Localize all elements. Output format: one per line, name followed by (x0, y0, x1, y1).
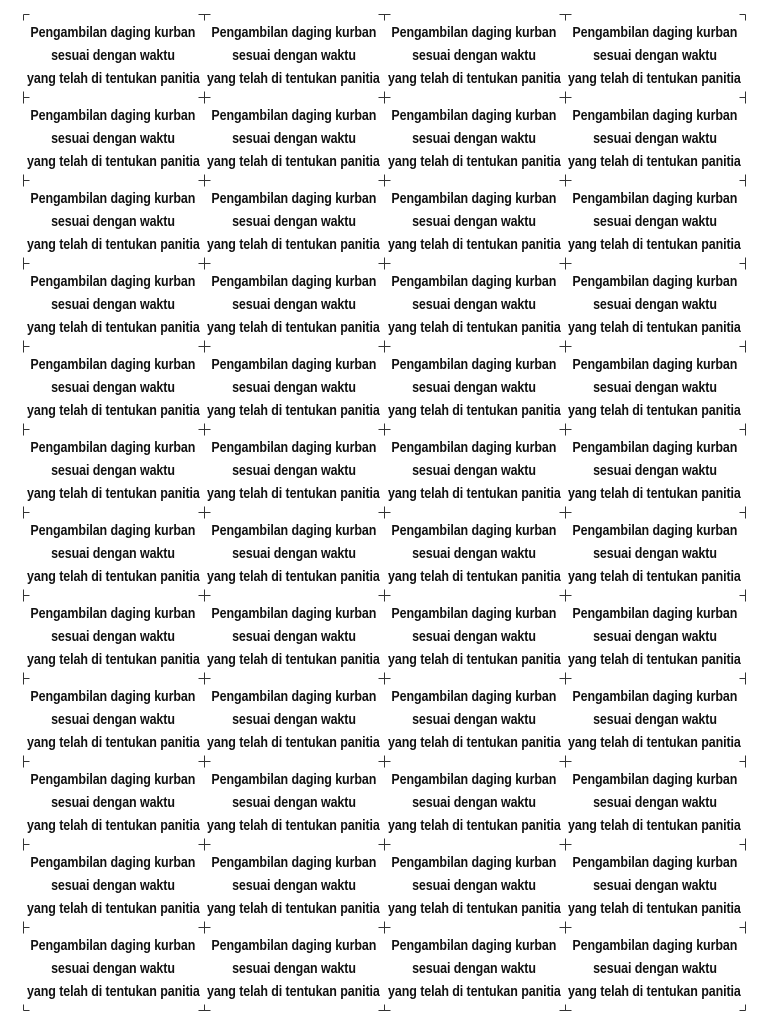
label-line3: yang telah di tentukan panitia (387, 403, 561, 419)
label-line1: Pengambilan daging kurban (572, 938, 738, 954)
label-line3: yang telah di tentukan panitia (26, 71, 200, 87)
sticker-label (384, 678, 565, 761)
label-line2: sesuai dengan waktu (231, 297, 356, 313)
label-line1: Pengambilan daging kurban (211, 191, 377, 207)
sticker-label (384, 927, 565, 1010)
label-line2: sesuai dengan waktu (231, 463, 356, 479)
sticker-label (23, 512, 204, 595)
label-line3: yang telah di tentukan panitia (568, 320, 742, 336)
label-line1: Pengambilan daging kurban (572, 523, 738, 539)
label-line2: sesuai dengan waktu (592, 131, 717, 147)
sticker-label (23, 761, 204, 844)
label-line2: sesuai dengan waktu (51, 463, 176, 479)
label-line3: yang telah di tentukan panitia (387, 735, 561, 751)
sticker-label (384, 429, 565, 512)
sticker-label (204, 595, 385, 678)
label-line2: sesuai dengan waktu (231, 131, 356, 147)
label-line2: sesuai dengan waktu (592, 214, 717, 230)
label-line1: Pengambilan daging kurban (211, 938, 377, 954)
label-line2: sesuai dengan waktu (51, 131, 176, 147)
label-line1: Pengambilan daging kurban (30, 606, 196, 622)
sticker-label (565, 14, 746, 97)
sticker-label (565, 678, 746, 761)
label-line2: sesuai dengan waktu (412, 878, 537, 894)
sticker-label (384, 346, 565, 429)
sticker-label (565, 180, 746, 263)
label-line2: sesuai dengan waktu (51, 297, 176, 313)
label-line1: Pengambilan daging kurban (391, 689, 557, 705)
label-line2: sesuai dengan waktu (592, 380, 717, 396)
label-line2: sesuai dengan waktu (231, 546, 356, 562)
label-line3: yang telah di tentukan panitia (568, 984, 742, 1000)
sticker-label (565, 429, 746, 512)
label-line3: yang telah di tentukan panitia (26, 569, 200, 585)
label-line2: sesuai dengan waktu (592, 546, 717, 562)
sticker-label (204, 263, 385, 346)
label-line2: sesuai dengan waktu (592, 629, 717, 645)
label-line3: yang telah di tentukan panitia (387, 320, 561, 336)
label-line3: yang telah di tentukan panitia (387, 901, 561, 917)
label-line2: sesuai dengan waktu (592, 463, 717, 479)
label-line2: sesuai dengan waktu (231, 712, 356, 728)
label-line3: yang telah di tentukan panitia (207, 984, 381, 1000)
label-line2: sesuai dengan waktu (51, 629, 176, 645)
label-line2: sesuai dengan waktu (231, 380, 356, 396)
label-line1: Pengambilan daging kurban (211, 523, 377, 539)
label-line3: yang telah di tentukan panitia (207, 403, 381, 419)
label-line1: Pengambilan daging kurban (391, 523, 557, 539)
label-line3: yang telah di tentukan panitia (568, 569, 742, 585)
sticker-label (23, 429, 204, 512)
label-line2: sesuai dengan waktu (412, 380, 537, 396)
label-line1: Pengambilan daging kurban (30, 772, 196, 788)
label-line1: Pengambilan daging kurban (391, 440, 557, 456)
sticker-label (565, 761, 746, 844)
sticker-label (565, 346, 746, 429)
label-line2: sesuai dengan waktu (412, 463, 537, 479)
label-line3: yang telah di tentukan panitia (26, 735, 200, 751)
label-line3: yang telah di tentukan panitia (207, 735, 381, 751)
label-line2: sesuai dengan waktu (51, 878, 176, 894)
label-line3: yang telah di tentukan panitia (207, 486, 381, 502)
label-line1: Pengambilan daging kurban (572, 606, 738, 622)
label-line3: yang telah di tentukan panitia (387, 818, 561, 834)
label-line1: Pengambilan daging kurban (391, 938, 557, 954)
label-line2: sesuai dengan waktu (592, 878, 717, 894)
label-line2: sesuai dengan waktu (231, 878, 356, 894)
sticker-label (204, 346, 385, 429)
sticker-label (565, 263, 746, 346)
label-line1: Pengambilan daging kurban (30, 25, 196, 41)
label-line1: Pengambilan daging kurban (211, 855, 377, 871)
sticker-label (204, 761, 385, 844)
sticker-label (204, 180, 385, 263)
sticker-label (565, 97, 746, 180)
sticker-label (204, 97, 385, 180)
label-line2: sesuai dengan waktu (592, 795, 717, 811)
label-line1: Pengambilan daging kurban (211, 689, 377, 705)
label-line2: sesuai dengan waktu (51, 795, 176, 811)
label-line3: yang telah di tentukan panitia (568, 403, 742, 419)
label-line3: yang telah di tentukan panitia (26, 320, 200, 336)
label-line1: Pengambilan daging kurban (391, 855, 557, 871)
label-line3: yang telah di tentukan panitia (568, 154, 742, 170)
sticker-label (384, 97, 565, 180)
label-line3: yang telah di tentukan panitia (26, 403, 200, 419)
label-line1: Pengambilan daging kurban (211, 25, 377, 41)
label-line1: Pengambilan daging kurban (211, 108, 377, 124)
label-line2: sesuai dengan waktu (412, 214, 537, 230)
label-line2: sesuai dengan waktu (51, 48, 176, 64)
label-line2: sesuai dengan waktu (592, 297, 717, 313)
label-line1: Pengambilan daging kurban (572, 689, 738, 705)
label-line3: yang telah di tentukan panitia (568, 735, 742, 751)
label-line1: Pengambilan daging kurban (572, 440, 738, 456)
label-line2: sesuai dengan waktu (592, 712, 717, 728)
label-line3: yang telah di tentukan panitia (568, 71, 742, 87)
label-line2: sesuai dengan waktu (412, 795, 537, 811)
label-line1: Pengambilan daging kurban (30, 440, 196, 456)
label-line3: yang telah di tentukan panitia (568, 818, 742, 834)
label-line3: yang telah di tentukan panitia (387, 237, 561, 253)
label-line3: yang telah di tentukan panitia (568, 237, 742, 253)
label-line2: sesuai dengan waktu (51, 546, 176, 562)
sticker-label (23, 844, 204, 927)
sticker-label (384, 844, 565, 927)
label-line2: sesuai dengan waktu (231, 629, 356, 645)
label-line1: Pengambilan daging kurban (572, 274, 738, 290)
sticker-label (204, 927, 385, 1010)
sticker-label (23, 595, 204, 678)
label-line1: Pengambilan daging kurban (30, 108, 196, 124)
label-line3: yang telah di tentukan panitia (26, 818, 200, 834)
label-line3: yang telah di tentukan panitia (387, 652, 561, 668)
label-line3: yang telah di tentukan panitia (26, 486, 200, 502)
label-line2: sesuai dengan waktu (412, 629, 537, 645)
label-line1: Pengambilan daging kurban (572, 855, 738, 871)
label-line1: Pengambilan daging kurban (572, 25, 738, 41)
sticker-label (204, 844, 385, 927)
label-line2: sesuai dengan waktu (231, 214, 356, 230)
sticker-label (23, 927, 204, 1010)
label-line1: Pengambilan daging kurban (572, 357, 738, 373)
label-line1: Pengambilan daging kurban (30, 191, 196, 207)
label-line3: yang telah di tentukan panitia (387, 71, 561, 87)
sticker-label (384, 595, 565, 678)
label-line3: yang telah di tentukan panitia (26, 984, 200, 1000)
label-line3: yang telah di tentukan panitia (207, 320, 381, 336)
label-line2: sesuai dengan waktu (592, 48, 717, 64)
label-line1: Pengambilan daging kurban (391, 274, 557, 290)
label-line3: yang telah di tentukan panitia (26, 901, 200, 917)
sticker-label (204, 429, 385, 512)
label-line1: Pengambilan daging kurban (211, 772, 377, 788)
label-line3: yang telah di tentukan panitia (207, 237, 381, 253)
label-line2: sesuai dengan waktu (412, 297, 537, 313)
label-line1: Pengambilan daging kurban (211, 357, 377, 373)
label-line3: yang telah di tentukan panitia (387, 154, 561, 170)
label-line3: yang telah di tentukan panitia (207, 818, 381, 834)
label-line3: yang telah di tentukan panitia (387, 486, 561, 502)
sticker-label (384, 512, 565, 595)
sticker-label (384, 180, 565, 263)
sticker-label (23, 180, 204, 263)
label-line3: yang telah di tentukan panitia (568, 901, 742, 917)
label-line2: sesuai dengan waktu (412, 712, 537, 728)
label-line2: sesuai dengan waktu (412, 546, 537, 562)
sticker-label (23, 263, 204, 346)
label-line3: yang telah di tentukan panitia (26, 154, 200, 170)
sticker-label (204, 14, 385, 97)
label-line1: Pengambilan daging kurban (572, 191, 738, 207)
label-line2: sesuai dengan waktu (51, 380, 176, 396)
label-line2: sesuai dengan waktu (231, 48, 356, 64)
label-line1: Pengambilan daging kurban (30, 689, 196, 705)
sticker-label (23, 14, 204, 97)
label-line1: Pengambilan daging kurban (211, 274, 377, 290)
label-line3: yang telah di tentukan panitia (207, 652, 381, 668)
sticker-label (565, 512, 746, 595)
label-line3: yang telah di tentukan panitia (207, 901, 381, 917)
label-line1: Pengambilan daging kurban (572, 772, 738, 788)
label-line2: sesuai dengan waktu (51, 712, 176, 728)
label-sheet (23, 14, 745, 1010)
sticker-label (384, 263, 565, 346)
label-line2: sesuai dengan waktu (592, 961, 717, 977)
label-line3: yang telah di tentukan panitia (26, 652, 200, 668)
label-line2: sesuai dengan waktu (51, 961, 176, 977)
label-line1: Pengambilan daging kurban (211, 606, 377, 622)
sticker-label (23, 97, 204, 180)
sticker-label (23, 346, 204, 429)
label-line1: Pengambilan daging kurban (391, 606, 557, 622)
sticker-label (384, 14, 565, 97)
sticker-label (565, 844, 746, 927)
label-line3: yang telah di tentukan panitia (207, 154, 381, 170)
label-line1: Pengambilan daging kurban (572, 108, 738, 124)
label-line3: yang telah di tentukan panitia (387, 984, 561, 1000)
sticker-label (204, 678, 385, 761)
label-line3: yang telah di tentukan panitia (207, 569, 381, 585)
label-line3: yang telah di tentukan panitia (26, 237, 200, 253)
label-line1: Pengambilan daging kurban (30, 938, 196, 954)
label-line3: yang telah di tentukan panitia (568, 652, 742, 668)
label-line2: sesuai dengan waktu (231, 795, 356, 811)
label-line2: sesuai dengan waktu (231, 961, 356, 977)
label-line2: sesuai dengan waktu (412, 961, 537, 977)
label-line1: Pengambilan daging kurban (30, 274, 196, 290)
label-line1: Pengambilan daging kurban (211, 440, 377, 456)
sticker-label (204, 512, 385, 595)
sticker-label (565, 595, 746, 678)
label-line1: Pengambilan daging kurban (30, 855, 196, 871)
label-line1: Pengambilan daging kurban (391, 772, 557, 788)
label-line2: sesuai dengan waktu (51, 214, 176, 230)
label-line3: yang telah di tentukan panitia (387, 569, 561, 585)
label-line1: Pengambilan daging kurban (391, 357, 557, 373)
label-line1: Pengambilan daging kurban (30, 523, 196, 539)
sticker-label (565, 927, 746, 1010)
label-line1: Pengambilan daging kurban (391, 108, 557, 124)
label-line3: yang telah di tentukan panitia (568, 486, 742, 502)
label-line1: Pengambilan daging kurban (30, 357, 196, 373)
label-line1: Pengambilan daging kurban (391, 25, 557, 41)
label-line1: Pengambilan daging kurban (391, 191, 557, 207)
label-line3: yang telah di tentukan panitia (207, 71, 381, 87)
sticker-label (384, 761, 565, 844)
label-line2: sesuai dengan waktu (412, 48, 537, 64)
sticker-label (23, 678, 204, 761)
label-line2: sesuai dengan waktu (412, 131, 537, 147)
